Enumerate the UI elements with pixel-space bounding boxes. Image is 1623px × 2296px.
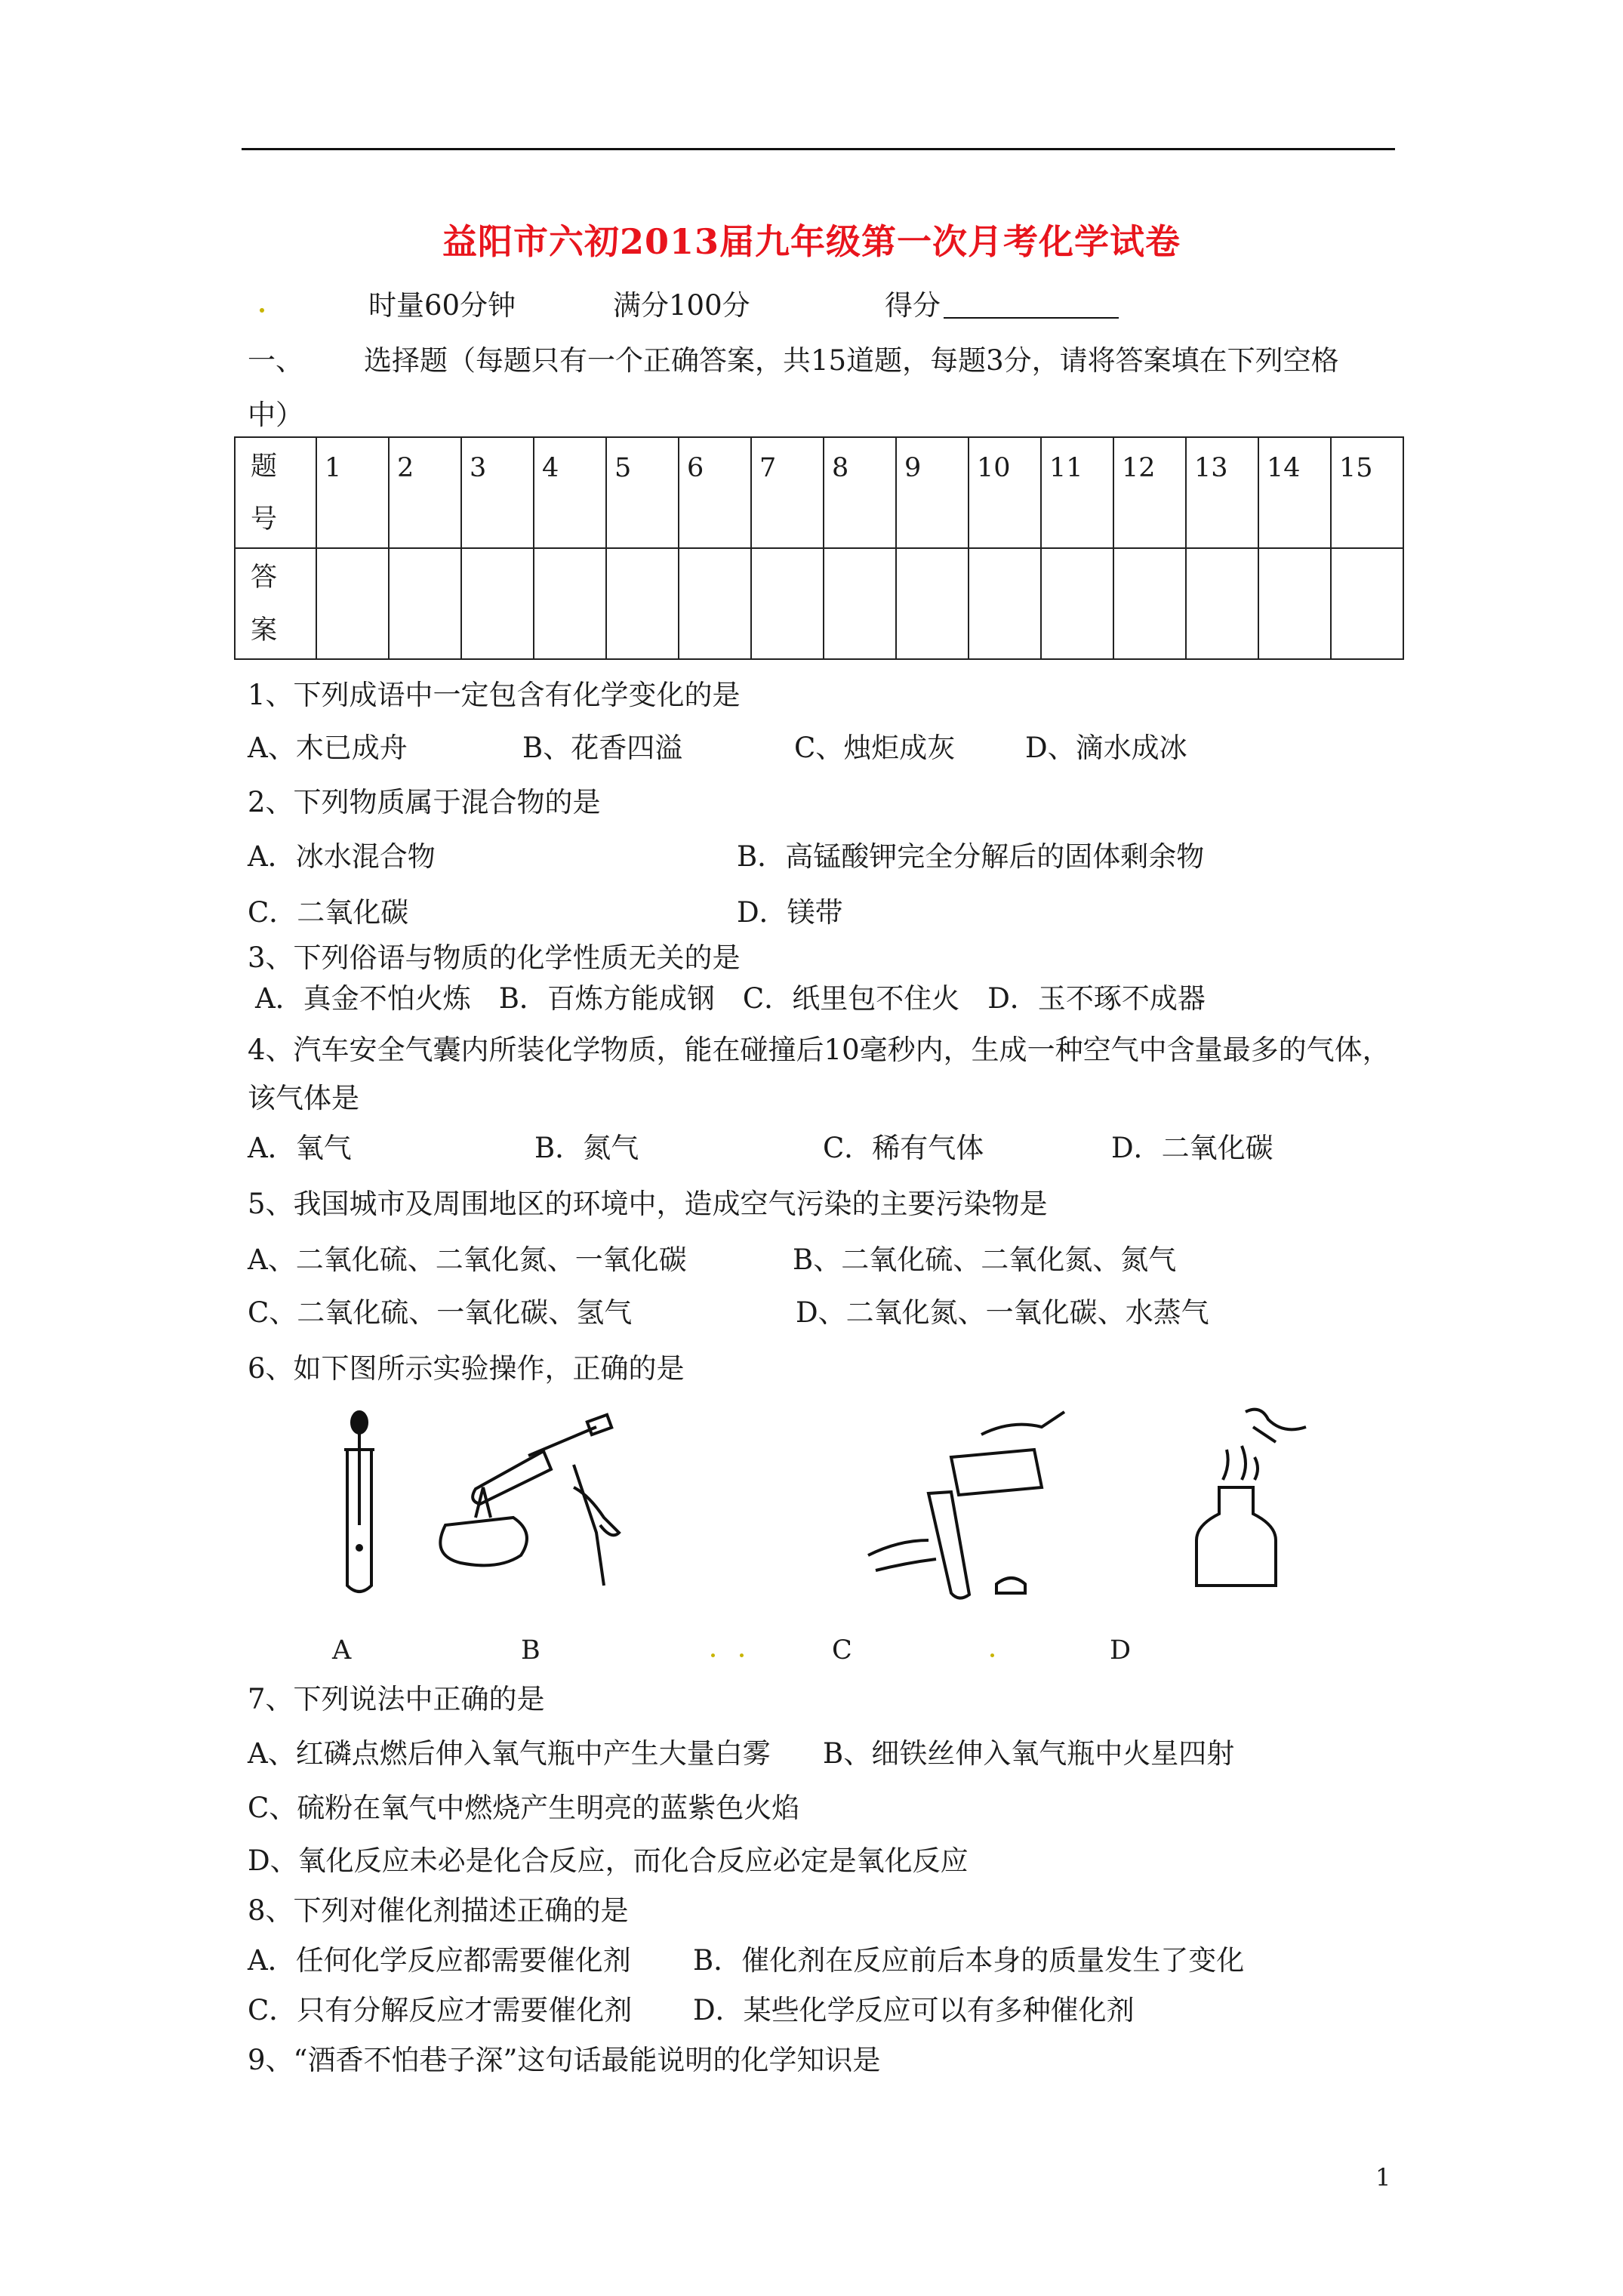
answer-row: [235, 548, 1403, 659]
answer-cell[interactable]: [969, 548, 1041, 659]
qnum-cell: 2: [389, 437, 461, 548]
answer-cell[interactable]: [824, 548, 896, 659]
figure-label-b: B: [521, 1635, 540, 1666]
q2-option-a: A．冰水混合物: [248, 840, 436, 873]
figure-label-d: D: [1110, 1635, 1132, 1666]
figure-b-heating-test-tube: [440, 1415, 619, 1586]
q2-option-b: B．高锰酸钾完全分解后的固体剩余物: [737, 840, 1205, 873]
scan-dot: [711, 1653, 715, 1657]
q8-stem: 8、下列对催化剂描述正确的是: [248, 1894, 629, 1927]
q2-option-c: C．二氧化碳: [248, 896, 409, 929]
q8-option-a: A．任何化学反应都需要催化剂: [248, 1944, 631, 1977]
answer-cell[interactable]: [679, 548, 751, 659]
qnum-cell: 10: [969, 437, 1041, 548]
q4-option-c: C．稀有气体: [823, 1132, 984, 1164]
qnum-cell: 14: [1258, 437, 1331, 548]
qnum-cell: 7: [751, 437, 824, 548]
q8-option-b: B．催化剂在反应前后本身的质量发生了变化: [693, 1944, 1245, 1977]
q1-option-b: B、花香四溢: [522, 732, 683, 764]
q7-option-c: C、硫粉在氧气中燃烧产生明亮的蓝紫色火焰: [248, 1792, 800, 1824]
qnum-cell: 13: [1186, 437, 1258, 548]
figure-label-a: A: [332, 1635, 352, 1666]
qnum-cell: 6: [679, 437, 751, 548]
q7-stem: 7、下列说法中正确的是: [248, 1683, 545, 1715]
q9-stem: 9、“酒香不怕巷子深”这句话最能说明的化学知识是: [248, 2044, 881, 2076]
exam-full-score: 满分100分: [613, 289, 750, 322]
question-number-row: [235, 437, 1403, 548]
scan-dot: [260, 308, 264, 313]
qnum-cell: 8: [824, 437, 896, 548]
answer-header: 答 案: [235, 548, 316, 659]
answer-cell[interactable]: [1113, 548, 1186, 659]
qnum-cell: 15: [1331, 437, 1403, 548]
figure-d-smelling-gas: [1196, 1410, 1306, 1586]
scan-dot: [990, 1653, 994, 1657]
q7-option-a: A、红磷点燃后伸入氧气瓶中产生大量白雾: [248, 1737, 771, 1770]
qnum-cell: 1: [316, 437, 389, 548]
answer-cell[interactable]: [751, 548, 824, 659]
exam-title: 益阳市六初2013届九年级第一次月考化学试卷: [442, 221, 1181, 262]
q6-stem: 6、如下图所示实验操作，正确的是: [248, 1352, 685, 1385]
q7-option-b: B、细铁丝伸入氧气瓶中火星四射: [823, 1737, 1235, 1770]
q1-option-a: A、木已成舟: [248, 732, 408, 764]
qnum-cell: 4: [534, 437, 606, 548]
answer-cell[interactable]: [534, 548, 606, 659]
answer-cell[interactable]: [316, 548, 389, 659]
q4-option-b: B．氮气: [534, 1132, 639, 1164]
answer-cell[interactable]: [461, 548, 534, 659]
scan-dot: [740, 1653, 744, 1657]
answer-cell[interactable]: [1041, 548, 1113, 659]
q8-option-c: C．只有分解反应才需要催化剂: [248, 1994, 633, 2026]
q1-stem: 1、下列成语中一定包含有化学变化的是: [248, 679, 741, 711]
q2-stem: 2、下列物质属于混合物的是: [248, 786, 601, 818]
q5-option-a: A、二氧化硫、二氧化氮、一氧化碳: [248, 1244, 687, 1276]
score-blank: [944, 317, 1119, 319]
q1-option-c: C、烛炬成灰: [794, 732, 956, 764]
section-instruction: 选择题（每题只有一个正确答案，共15道题，每题3分，请将答案填在下列空格: [364, 344, 1339, 377]
figure-a-dropper-in-tube: [344, 1412, 374, 1592]
q3-stem: 3、下列俗语与物质的化学性质无关的是: [248, 942, 741, 974]
q7-option-d: D、氧化反应未必是化合反应，而化合反应必定是氧化反应: [248, 1845, 969, 1877]
q4-stem-cont: 该气体是: [248, 1082, 359, 1114]
answer-cell[interactable]: [389, 548, 461, 659]
qnum-cell: 11: [1041, 437, 1113, 548]
answer-cell[interactable]: [1186, 548, 1258, 659]
q1-option-d: D、滴水成冰: [1025, 732, 1187, 764]
q2-option-d: D．镁带: [737, 896, 843, 929]
answer-cell[interactable]: [606, 548, 679, 659]
answer-cell[interactable]: [1258, 548, 1331, 659]
page-number: 1: [1375, 2163, 1391, 2192]
q8-option-d: D．某些化学反应可以有多种催化剂: [693, 1994, 1135, 2026]
section-number: 一、: [248, 344, 303, 377]
answer-cell[interactable]: [896, 548, 969, 659]
header-rule: [242, 148, 1395, 150]
figure-c-pouring-reagent: [868, 1412, 1064, 1598]
score-label: 得分: [885, 289, 941, 322]
q5-option-d: D、二氧化氮、一氧化碳、水蒸气: [796, 1296, 1209, 1329]
figure-label-c: C: [832, 1635, 852, 1666]
lab-operations-figure: [302, 1404, 1359, 1601]
q4-option-d: D．二氧化碳: [1111, 1132, 1273, 1164]
question-number-header: 题 号: [235, 437, 316, 548]
q5-option-b: B、二氧化硫、二氧化氮、氮气: [793, 1244, 1177, 1276]
q4-stem: 4、汽车安全气囊内所装化学物质，能在碰撞后10毫秒内，生成一种空气中含量最多的气体，: [248, 1034, 1390, 1066]
qnum-cell: 12: [1113, 437, 1186, 548]
qnum-cell: 5: [606, 437, 679, 548]
section-instruction-cont: 中）: [248, 399, 303, 431]
qnum-cell: 9: [896, 437, 969, 548]
q5-option-c: C、二氧化硫、一氧化碳、氢气: [248, 1296, 633, 1329]
answer-cell[interactable]: [1331, 548, 1403, 659]
q3-options: A．真金不怕火炼 B．百炼方能成钢 C．纸里包不住火 D．玉不琢不成器: [255, 982, 1206, 1015]
exam-time: 时量60分钟: [368, 289, 516, 322]
q4-option-a: A．氧气: [248, 1132, 352, 1164]
q5-stem: 5、我国城市及周围地区的环境中，造成空气污染的主要污染物是: [248, 1188, 1048, 1220]
answer-table: [234, 436, 1404, 660]
qnum-cell: 3: [461, 437, 534, 548]
